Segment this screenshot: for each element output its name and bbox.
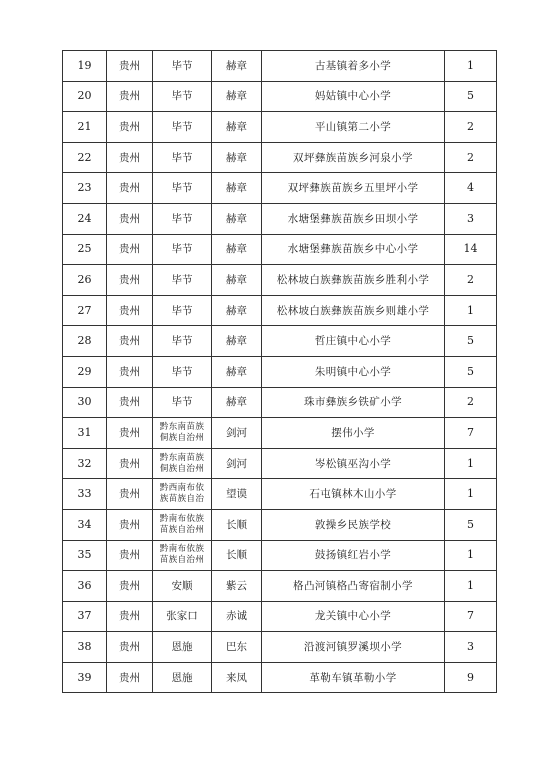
province-cell: 贵州: [107, 295, 153, 326]
school-quota-table: [62, 50, 497, 693]
count-cell: 2: [445, 112, 497, 143]
row-number-cell: 36: [63, 571, 107, 602]
city-cell: 张家口: [153, 601, 212, 632]
count-cell: 1: [445, 448, 497, 479]
row-number-cell: 37: [63, 601, 107, 632]
count-cell: 2: [445, 142, 497, 173]
table-row: [63, 509, 497, 540]
county-cell: 剑河: [212, 418, 262, 449]
city-cell: 毕节: [153, 356, 212, 387]
table-row: [63, 203, 497, 234]
county-cell: 赫章: [212, 356, 262, 387]
count-cell: 1: [445, 51, 497, 82]
table-row: [63, 448, 497, 479]
province-cell: 贵州: [107, 448, 153, 479]
row-number-cell: 39: [63, 662, 107, 693]
city-cell: 毕节: [153, 295, 212, 326]
school-name-cell: 双坪彝族苗族乡五里坪小学: [262, 173, 445, 204]
school-name-cell: 敦操乡民族学校: [262, 509, 445, 540]
count-cell: 1: [445, 540, 497, 571]
county-cell: 长顺: [212, 540, 262, 571]
table-row: [63, 234, 497, 265]
count-cell: 3: [445, 203, 497, 234]
count-cell: 9: [445, 662, 497, 693]
table-row: [63, 387, 497, 418]
city-cell: 恩施: [153, 662, 212, 693]
city-cell: 毕节: [153, 173, 212, 204]
school-name-cell: 格凸河镇格凸寄宿制小学: [262, 571, 445, 602]
school-name-cell: 松林坡白族彝族苗族乡胜利小学: [262, 265, 445, 296]
city-cell: 恩施: [153, 632, 212, 663]
county-cell: 赫章: [212, 265, 262, 296]
count-cell: 5: [445, 81, 497, 112]
county-cell: 剑河: [212, 448, 262, 479]
row-number-cell: 21: [63, 112, 107, 143]
province-cell: 贵州: [107, 571, 153, 602]
table-row: [63, 356, 497, 387]
table-row: [63, 173, 497, 204]
count-cell: 1: [445, 571, 497, 602]
province-cell: 贵州: [107, 234, 153, 265]
province-cell: 贵州: [107, 418, 153, 449]
city-cell: 黔南布依族 苗族自治州: [153, 540, 212, 571]
school-name-cell: 双坪彝族苗族乡河泉小学: [262, 142, 445, 173]
row-number-cell: 29: [63, 356, 107, 387]
county-cell: 赫章: [212, 234, 262, 265]
row-number-cell: 33: [63, 479, 107, 510]
province-cell: 贵州: [107, 509, 153, 540]
province-cell: 贵州: [107, 265, 153, 296]
school-name-cell: 松林坡白族彝族苗族乡则雄小学: [262, 295, 445, 326]
city-cell: 黔东南苗族 侗族自治州: [153, 418, 212, 449]
county-cell: 赫章: [212, 387, 262, 418]
city-cell: 毕节: [153, 234, 212, 265]
school-name-cell: 珠市彝族乡铁矿小学: [262, 387, 445, 418]
table-row: [63, 112, 497, 143]
county-cell: 赤诚: [212, 601, 262, 632]
count-cell: 5: [445, 356, 497, 387]
school-name-cell: 沿渡河镇罗溪坝小学: [262, 632, 445, 663]
county-cell: 来凤: [212, 662, 262, 693]
row-number-cell: 35: [63, 540, 107, 571]
county-cell: 赫章: [212, 81, 262, 112]
row-number-cell: 34: [63, 509, 107, 540]
county-cell: 长顺: [212, 509, 262, 540]
province-cell: 贵州: [107, 51, 153, 82]
row-number-cell: 38: [63, 632, 107, 663]
county-cell: 赫章: [212, 326, 262, 357]
school-name-cell: 龙关镇中心小学: [262, 601, 445, 632]
school-name-cell: 古基镇着多小学: [262, 51, 445, 82]
province-cell: 贵州: [107, 142, 153, 173]
count-cell: 14: [445, 234, 497, 265]
table-row: [63, 418, 497, 449]
province-cell: 贵州: [107, 540, 153, 571]
table-row: [63, 81, 497, 112]
city-cell: 毕节: [153, 142, 212, 173]
school-name-cell: 革勒车镇革勒小学: [262, 662, 445, 693]
count-cell: 3: [445, 632, 497, 663]
province-cell: 贵州: [107, 601, 153, 632]
city-cell: 黔南布依族 苗族自治州: [153, 509, 212, 540]
school-name-cell: 平山镇第二小学: [262, 112, 445, 143]
province-cell: 贵州: [107, 387, 153, 418]
province-cell: 贵州: [107, 479, 153, 510]
province-cell: 贵州: [107, 203, 153, 234]
table-row: [63, 601, 497, 632]
count-cell: 7: [445, 601, 497, 632]
province-cell: 贵州: [107, 112, 153, 143]
row-number-cell: 32: [63, 448, 107, 479]
count-cell: 2: [445, 387, 497, 418]
row-number-cell: 30: [63, 387, 107, 418]
city-cell: 毕节: [153, 265, 212, 296]
county-cell: 巴东: [212, 632, 262, 663]
table-row: [63, 142, 497, 173]
table-row: [63, 295, 497, 326]
row-number-cell: 31: [63, 418, 107, 449]
city-cell: 黔东南苗族 侗族自治州: [153, 448, 212, 479]
city-cell: 毕节: [153, 81, 212, 112]
province-cell: 贵州: [107, 632, 153, 663]
school-name-cell: 妈姑镇中心小学: [262, 81, 445, 112]
county-cell: 紫云: [212, 571, 262, 602]
school-name-cell: 朱明镇中心小学: [262, 356, 445, 387]
count-cell: 2: [445, 265, 497, 296]
table-body: [63, 51, 497, 693]
table-row: [63, 479, 497, 510]
table-row: [63, 326, 497, 357]
province-cell: 贵州: [107, 356, 153, 387]
school-name-cell: 石屯镇林木山小学: [262, 479, 445, 510]
city-cell: 毕节: [153, 112, 212, 143]
province-cell: 贵州: [107, 81, 153, 112]
table-row: [63, 265, 497, 296]
table-row: [63, 540, 497, 571]
city-cell: 毕节: [153, 326, 212, 357]
city-cell: 毕节: [153, 51, 212, 82]
school-name-cell: 水塘堡彝族苗族乡中心小学: [262, 234, 445, 265]
row-number-cell: 25: [63, 234, 107, 265]
city-cell: 毕节: [153, 387, 212, 418]
school-name-cell: 哲庄镇中心小学: [262, 326, 445, 357]
county-cell: 赫章: [212, 51, 262, 82]
county-cell: 望谟: [212, 479, 262, 510]
row-number-cell: 26: [63, 265, 107, 296]
row-number-cell: 24: [63, 203, 107, 234]
table-row: [63, 51, 497, 82]
count-cell: 5: [445, 509, 497, 540]
city-cell: 安顺: [153, 571, 212, 602]
province-cell: 贵州: [107, 326, 153, 357]
county-cell: 赫章: [212, 203, 262, 234]
row-number-cell: 23: [63, 173, 107, 204]
count-cell: 1: [445, 479, 497, 510]
count-cell: 4: [445, 173, 497, 204]
count-cell: 5: [445, 326, 497, 357]
row-number-cell: 20: [63, 81, 107, 112]
school-name-cell: 水塘堡彝族苗族乡田坝小学: [262, 203, 445, 234]
school-name-cell: 鼓扬镇红岩小学: [262, 540, 445, 571]
county-cell: 赫章: [212, 173, 262, 204]
county-cell: 赫章: [212, 112, 262, 143]
school-name-cell: 摆伟小学: [262, 418, 445, 449]
count-cell: 1: [445, 295, 497, 326]
row-number-cell: 19: [63, 51, 107, 82]
row-number-cell: 22: [63, 142, 107, 173]
table-row: [63, 632, 497, 663]
city-cell: 黔西南布依 族苗族自治: [153, 479, 212, 510]
county-cell: 赫章: [212, 142, 262, 173]
row-number-cell: 27: [63, 295, 107, 326]
county-cell: 赫章: [212, 295, 262, 326]
table-row: [63, 662, 497, 693]
count-cell: 7: [445, 418, 497, 449]
province-cell: 贵州: [107, 173, 153, 204]
table-row: [63, 571, 497, 602]
province-cell: 贵州: [107, 662, 153, 693]
city-cell: 毕节: [153, 203, 212, 234]
row-number-cell: 28: [63, 326, 107, 357]
school-name-cell: 岑松镇巫沟小学: [262, 448, 445, 479]
